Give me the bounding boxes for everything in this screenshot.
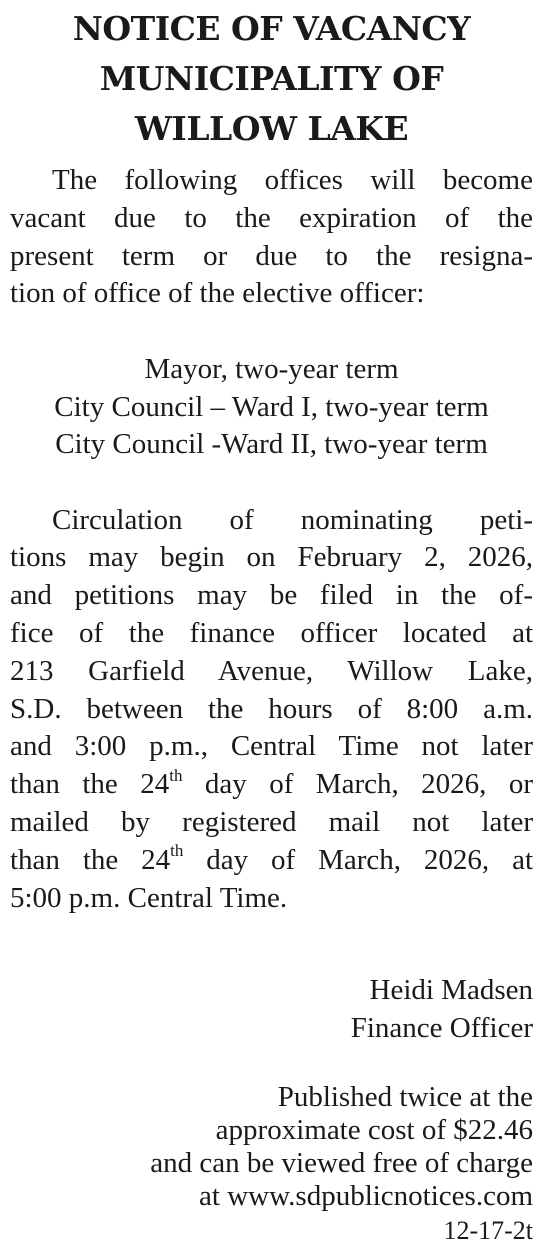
deadline-text: than the 24 [10,843,171,876]
petition-line: tions may begin on February 2, 2026, [10,541,533,574]
title-line-1: NOTICE OF VACANCY [72,9,471,48]
deadline-text: day of March, 2026, or [182,768,534,801]
petition-line: mailed by registered mail not later [10,806,533,839]
intro-line: vacant due to the expiration of the [10,201,533,234]
title-line-2: MUNICIPALITY OF [99,59,444,98]
public-notice [0,4,541,1250]
vacant-offices-list [10,351,533,464]
publication-line: at www.sdpublicnotices.com [199,1180,533,1213]
petition-line: Circulation of nominating peti- [52,503,533,536]
publication-code: 12-17-2t [443,1216,533,1246]
office-item: Mayor, two-year term [144,353,399,386]
petition-paragraph [10,502,533,918]
ordinal-suffix: th [170,841,184,861]
signatory-title: Finance Officer [350,1011,533,1044]
petition-line: and 3:00 p.m., Central Time not later [10,730,533,763]
petition-line: 5:00 p.m. Central Time. [10,881,288,914]
deadline-text: day of March, 2026, at [183,843,533,876]
deadline-line-filing [10,766,533,804]
petition-line: fice of the finance officer located at [10,617,533,650]
petition-line: and petitions may be filed in the of- [10,579,533,612]
petition-line: 213 Garfield Avenue, Willow Lake, [10,654,533,687]
publication-line: approximate cost of $22.46 [215,1114,533,1147]
intro-line: present term or due to the resigna- [10,239,533,272]
signature-block [10,972,533,1047]
notice-title [10,4,533,154]
signatory-name: Heidi Madsen [369,974,533,1007]
intro-paragraph [10,162,533,313]
office-item: City Council -Ward II, two-year term [55,428,488,461]
publication-info [10,1081,533,1213]
publication-line: and can be viewed free of charge [150,1147,533,1180]
intro-line: tion of office of the elective officer: [10,277,425,310]
deadline-line-mailing [10,842,533,880]
office-item: City Council – Ward I, two-year term [54,390,489,423]
deadline-text: than the 24 [10,768,170,801]
ordinal-suffix: th [169,765,183,785]
publication-line: Published twice at the [277,1081,533,1114]
petition-line: S.D. between the hours of 8:00 a.m. [10,692,533,725]
intro-line: The following offices will become [52,164,533,196]
title-line-3: WILLOW LAKE [134,109,409,148]
